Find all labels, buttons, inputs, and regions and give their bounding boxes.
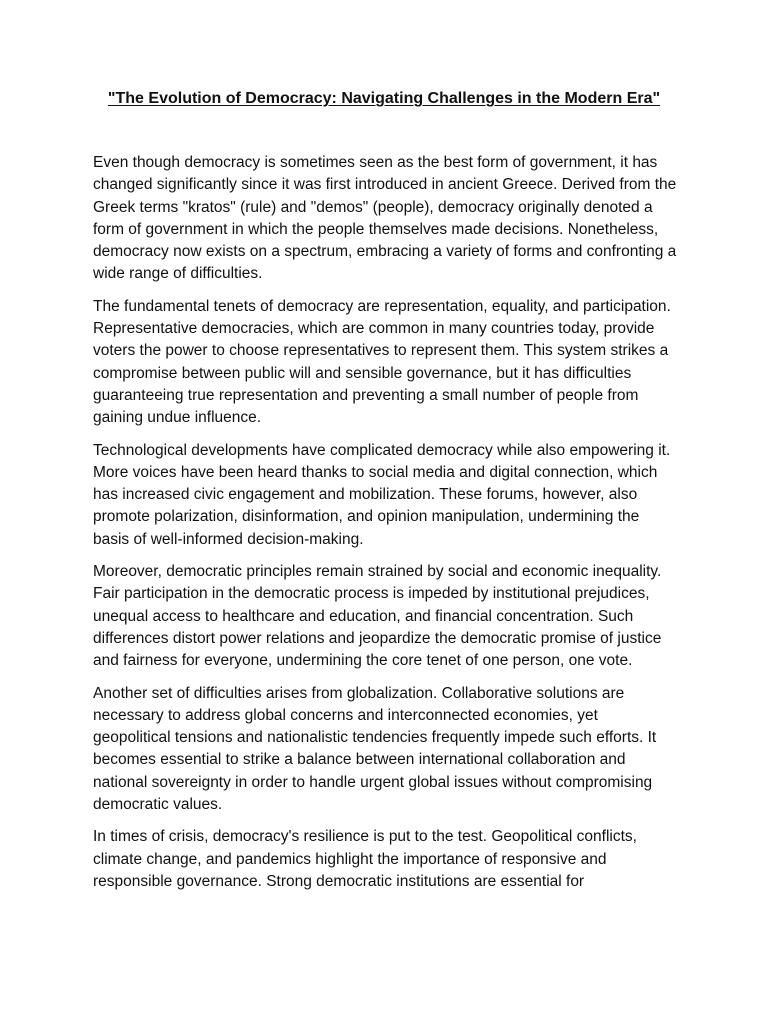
document-body: [93, 152, 678, 903]
paragraph-5: Another set of difficulties arises from globalization. Collaborative solutions are necessary to address global concerns and interconnected economies, yet geopolitical tensions and nationalistic tendencies frequently impede such efforts. It becomes essential to strike a balance between international collaboration and national sovereignty in order to handle urgent global issues without compromising democratic values.: [93, 684, 657, 814]
paragraph-1: Even though democracy is sometimes seen as the best form of government, it has changed significantly since it was first introduced in ancient Greece. Derived from the Greek terms "kratos" (rule) and "demos" (people), democracy originally denoted a form of government in which the people themselves made decisions. Nonetheless, democracy now exists on a spectrum, embracing a variety of forms and confronting a wide range of difficulties.: [93, 154, 677, 283]
document-title: "The Evolution of Democracy: Navigating Challenges in the Modern Era": [107, 90, 661, 107]
paragraph-3: Technological developments have complicated democracy while also empowering it. More voices have been heard thanks to social media and digital connection, which has increased civic engagement and mobilization. These forums, however, also promote polarization, disinformation, and opinion manipulation, undermining the basis of well-informed decision-making.: [93, 441, 671, 548]
paragraph-6: In times of crisis, democracy's resilience is put to the test. Geopolitical conflicts, climate change, and pandemics highlight the importance of responsive and responsible governance. Strong democratic institutions are essential for: [93, 828, 637, 890]
paragraph-2: The fundamental tenets of democracy are representation, equality, and participation. Representative democracies, which are common in many countries today, provide voters the power to choose representatives to represent them. This system strikes a compromise between public will and sensible governance, but it has difficulties guaranteeing true representation and preventing a small number of people from gaining undue influence.: [93, 297, 671, 427]
paragraph-4: Moreover, democratic principles remain strained by social and economic inequality. Fair participation in the democratic process is impeded by institutional prejudices, unequal access to healthcare and education, and financial concentration. Such differences distort power relations and jeopardize the democratic promise of justice and fairness for everyone, undermining the core tenet of one person, one vote.: [93, 563, 662, 670]
